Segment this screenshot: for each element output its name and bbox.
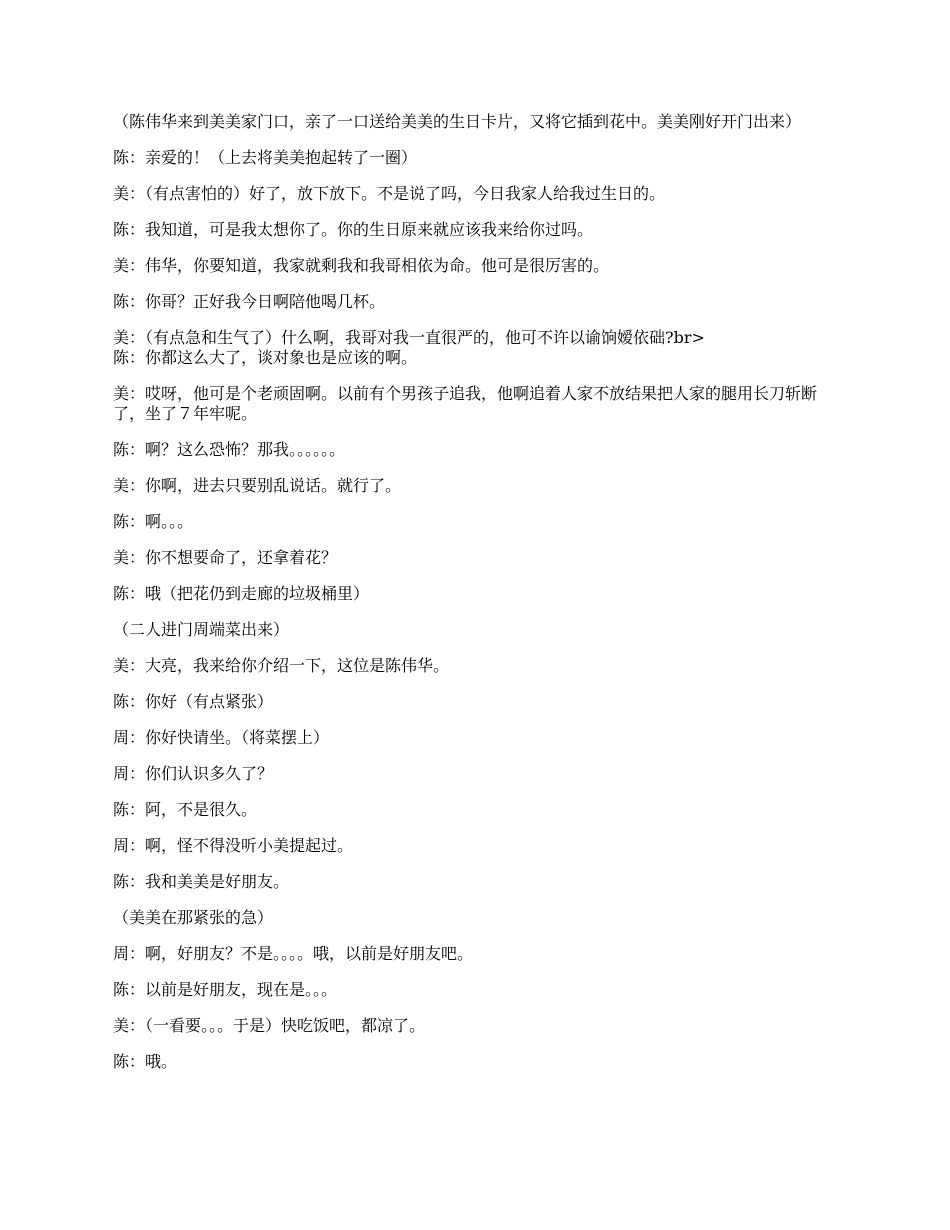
dialogue-line: 陈：我知道，可是我太想你了。你的生日原来就应该我来给你过吗。 [113, 220, 594, 239]
dialogue-line: 陈：阿，不是很久。 [113, 800, 258, 819]
dialogue-line: 周：啊，好朋友？不是。。。。哦，以前是好朋友吧。 [113, 944, 474, 963]
dialogue-line: 美：（有点害怕的）好了，放下放下。不是说了吗，今日我家人给我过生日的。 [113, 184, 666, 203]
dialogue-line: 陈：啊。。。 [113, 512, 194, 531]
dialogue-line: 美：哎呀，他可是个老顽固啊。以前有个男孩子追我，他啊追着人家不放结果把人家的腿用长刀斩断了，坐了７年牢呢。 [113, 384, 818, 423]
dialogue-line: 美：（一看要。。。于是）快吃饭吧，都凉了。 [113, 1016, 426, 1035]
dialogue-line: 陈：你都这么大了，谈对象也是应该的啊。 [113, 348, 418, 367]
stage-direction: （陈伟华来到美美家门口，亲了一口送给美美的生日卡片，又将它插到花中。美美刚好开门出来） [113, 112, 802, 131]
dialogue-line: 陈：你哥？正好我今日啊陪他喝几杯。 [113, 292, 386, 311]
dialogue-line: 周：你们认识多久了？ [113, 764, 274, 783]
dialogue-line: 陈：哦。 [113, 1052, 178, 1071]
script-text-body [113, 112, 843, 1088]
dialogue-line: 美：伟华，你要知道，我家就剩我和我哥相依为命。他可是很厉害的。 [113, 256, 610, 275]
stage-direction: （二人进门周端菜出来） [113, 620, 290, 639]
dialogue-line: 周：你好快请坐。（将菜摆上） [113, 728, 330, 747]
dialogue-line: 陈：哦（把花仍到走廊的垃圾桶里） [113, 584, 370, 603]
dialogue-line: 美：（有点急和生气了）什么啊，我哥对我一直很严的，他可不许以谕饷嫒依础?br> [113, 328, 705, 347]
dialogue-line: 陈：亲爱的！（上去将美美抱起转了一圈） [113, 148, 418, 167]
dialogue-line: 美：大亮，我来给你介绍一下，这位是陈伟华。 [113, 656, 450, 675]
dialogue-line: 美：你不想要命了，还拿着花？ [113, 548, 338, 567]
dialogue-line: 周：啊，怪不得没听小美提起过。 [113, 836, 354, 855]
stage-direction: （美美在那紧张的急） [113, 908, 274, 927]
dialogue-line: 美：你啊，进去只要别乱说话。就行了。 [113, 476, 402, 495]
dialogue-line: 陈：你好（有点紧张） [113, 692, 274, 711]
dialogue-line: 陈：啊？这么恐怖？那我。。。。。。 [113, 440, 346, 459]
dialogue-line: 陈：以前是好朋友，现在是。。。 [113, 980, 338, 999]
dialogue-line: 陈：我和美美是好朋友。 [113, 872, 290, 891]
